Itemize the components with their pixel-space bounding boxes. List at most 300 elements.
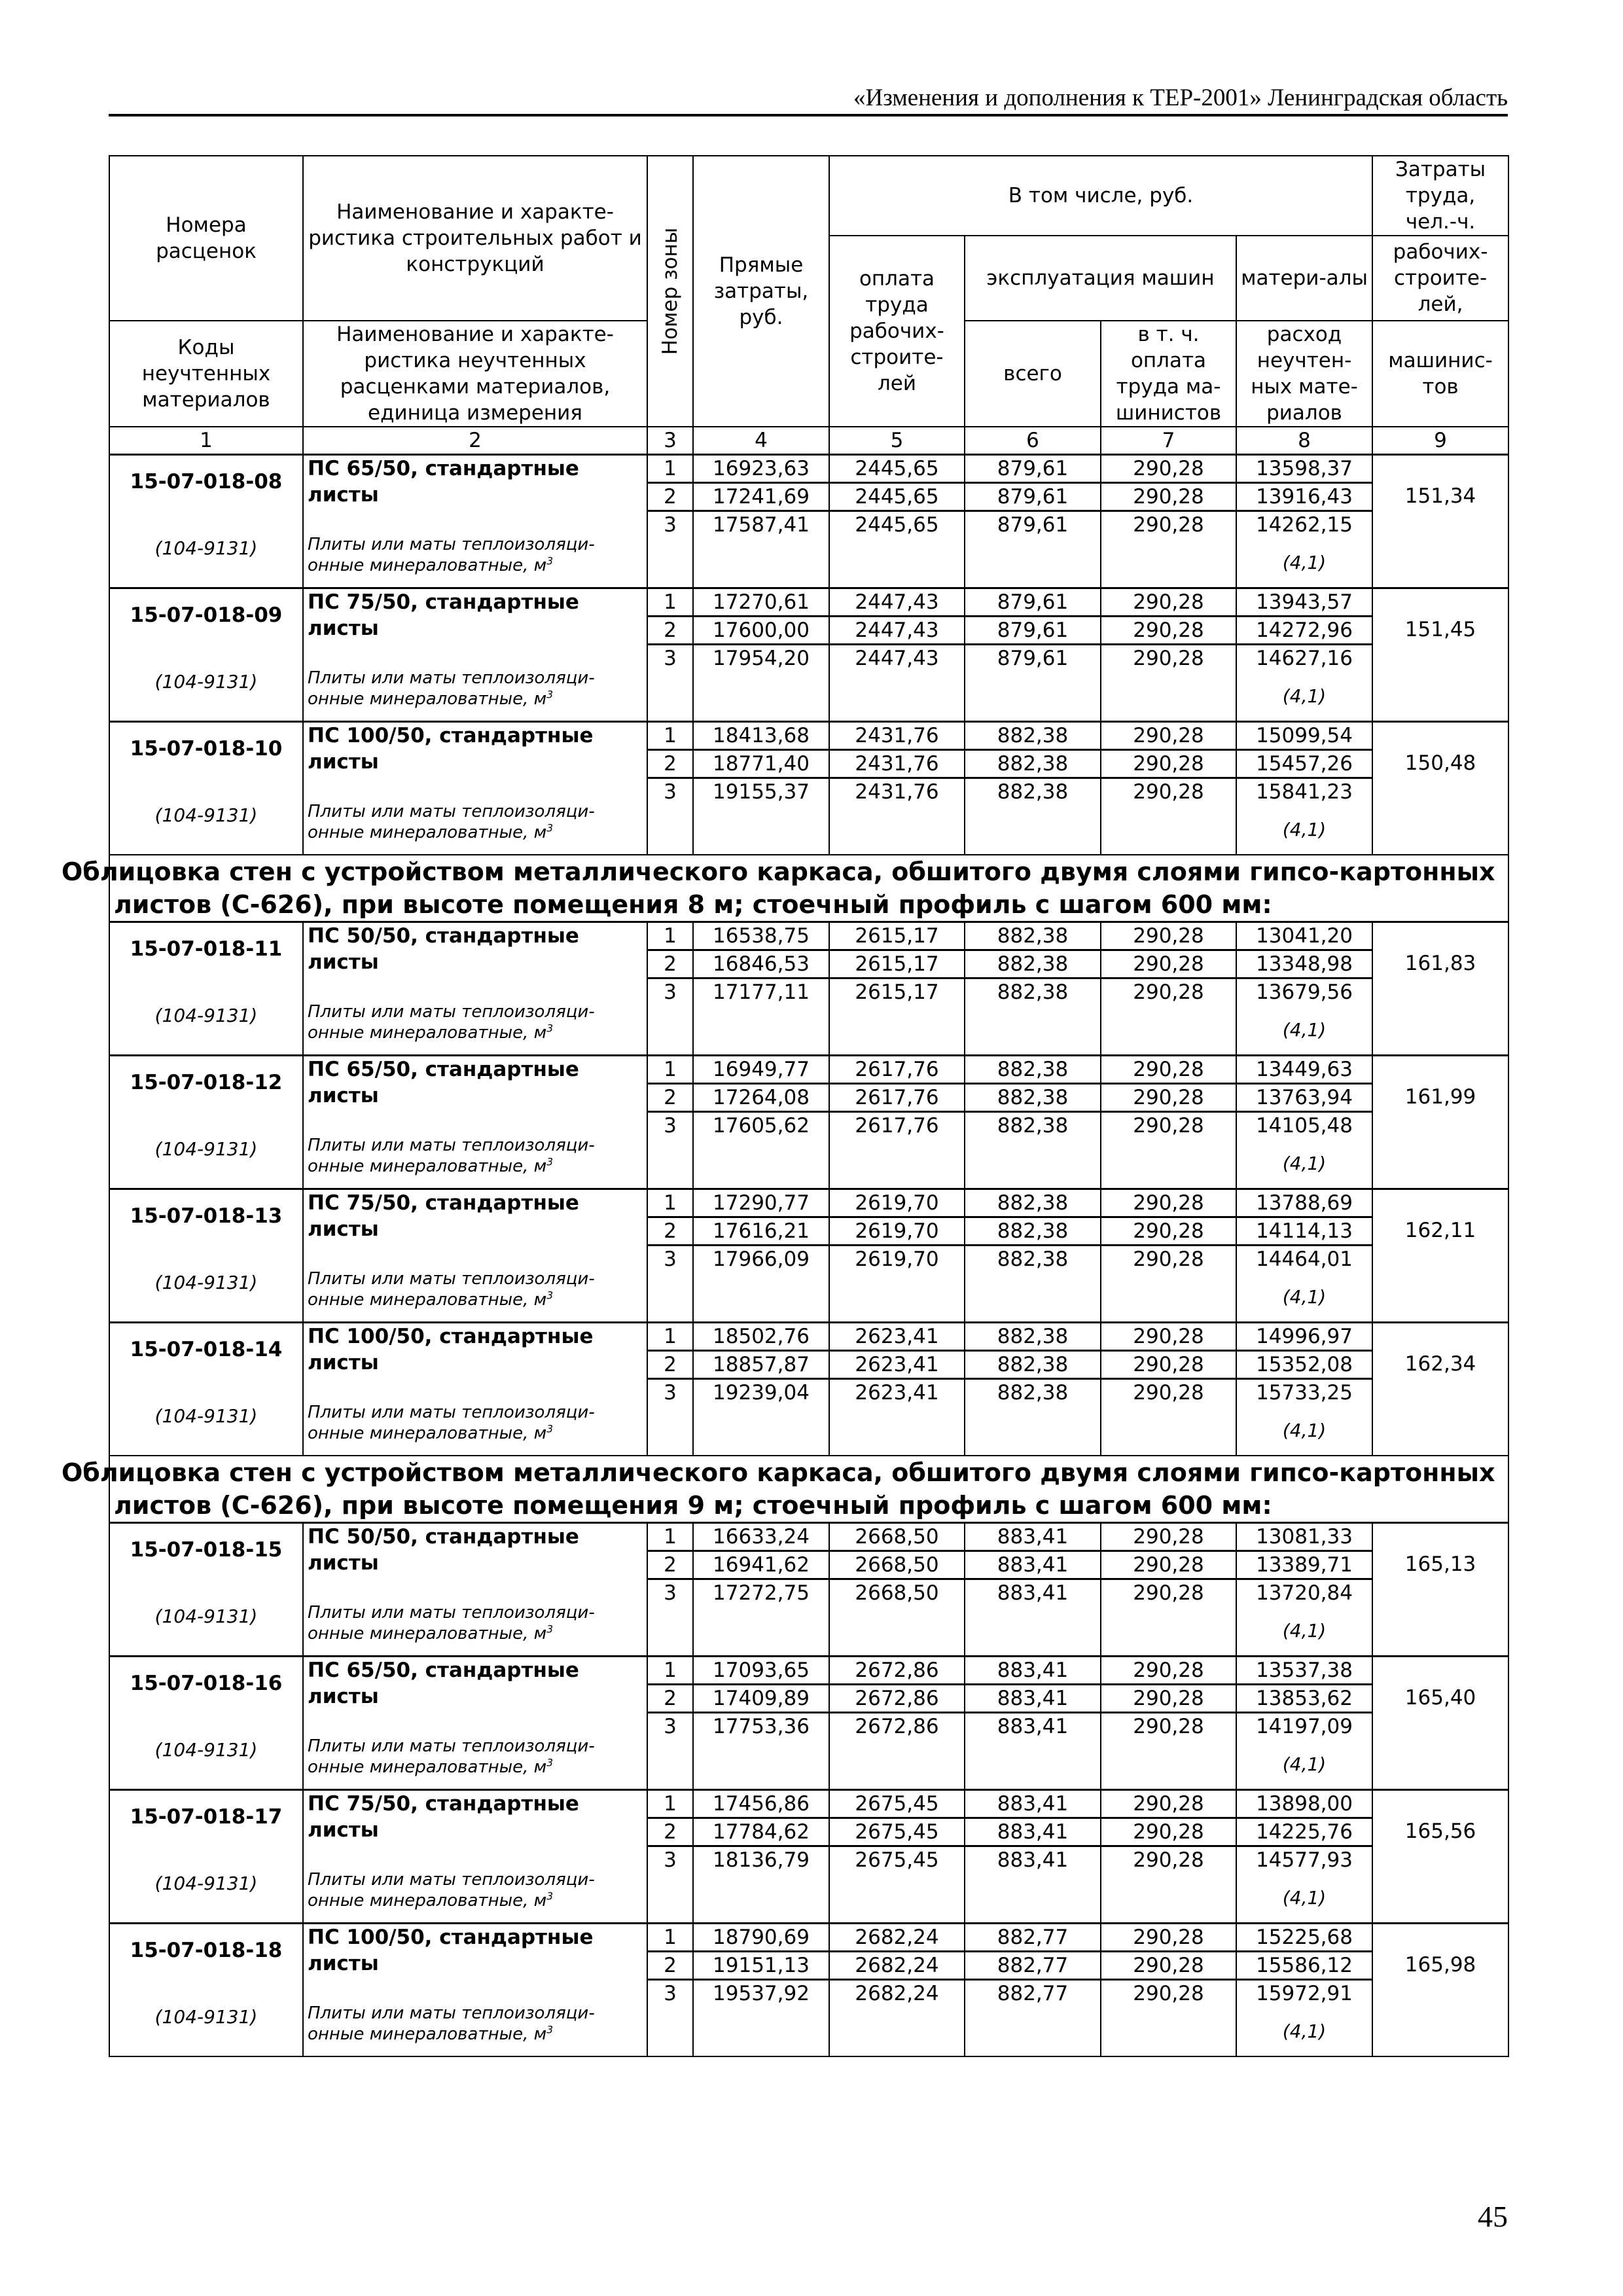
machinist-wages: 290,28 (1101, 455, 1236, 483)
machinist-wages: 290,28 (1101, 1379, 1236, 1456)
materials-cost (1236, 1323, 1372, 1351)
materials-value: 14577,93 (1256, 1848, 1353, 1872)
machinist-wages: 290,28 (1101, 778, 1236, 855)
materials-value: 13916,43 (1256, 485, 1353, 509)
material-code: (104-9131) (154, 671, 258, 692)
materials-value: 13537,38 (1256, 1659, 1353, 1682)
machinist-wages: 290,28 (1101, 1246, 1236, 1323)
materials-cost (1236, 455, 1372, 483)
materials-cost (1236, 1112, 1372, 1189)
unit-superscript: 3 (546, 1156, 554, 1168)
header-machines-total: всего (965, 321, 1101, 427)
materials-cost (1236, 1685, 1372, 1713)
machines-total: 882,38 (965, 1246, 1101, 1323)
machines-total: 882,38 (965, 722, 1101, 750)
machines-total: 879,61 (965, 645, 1101, 722)
zone-number: 3 (647, 1846, 693, 1924)
machines-total: 882,38 (965, 1379, 1101, 1456)
work-name: ПС 100/50, стандартные листы (308, 724, 594, 774)
material-code: (104-9131) (154, 1605, 258, 1627)
section-heading-row (109, 1456, 1508, 1523)
worker-wages: 2431,76 (829, 722, 965, 750)
table-row (109, 722, 1508, 750)
labor-hours: 150,48 (1372, 722, 1508, 855)
machines-total: 882,77 (965, 1924, 1101, 1952)
zone-number-label: Номер зоны (658, 227, 682, 355)
worker-wages: 2445,65 (829, 511, 965, 588)
direct-costs: 16941,62 (693, 1551, 829, 1579)
worker-wages: 2672,86 (829, 1685, 965, 1713)
rate-code: 15-07-018-11 (130, 937, 283, 961)
zone-number: 3 (647, 1713, 693, 1790)
machines-total: 883,41 (965, 1846, 1101, 1924)
column-number: 2 (303, 427, 647, 455)
machinist-wages: 290,28 (1101, 1217, 1236, 1246)
section-heading: Облицовка стен с устройством металлического каркаса, обшитого двумя слоями гипсо-картонных листов (С-626), при высоте помещения 8 м; стоечный профиль с шагом 600 мм: (109, 855, 1508, 922)
work-name-cell (303, 1657, 647, 1790)
materials-cost (1236, 1056, 1372, 1084)
worker-wages: 2623,41 (829, 1379, 965, 1456)
materials-value: 14197,09 (1256, 1715, 1353, 1738)
material-code: (104-9131) (154, 1739, 258, 1761)
material-code: (104-9131) (154, 1138, 258, 1160)
zone-number: 3 (647, 978, 693, 1056)
work-name-cell (303, 722, 647, 855)
worker-wages: 2447,43 (829, 588, 965, 617)
machinist-wages: 290,28 (1101, 1818, 1236, 1846)
rate-code: 15-07-018-09 (130, 603, 283, 627)
machinist-wages: 290,28 (1101, 722, 1236, 750)
machines-total: 882,38 (965, 750, 1101, 778)
unit-superscript: 3 (546, 1423, 554, 1435)
material-quantity: (4,1) (1282, 1887, 1327, 1909)
material-quantity: (4,1) (1282, 1420, 1327, 1441)
header-work-name: Наименование и характе-ристика строительных работ и конструкций (303, 156, 647, 321)
header-direct-costs: Прямые затраты, руб. (693, 156, 829, 427)
machines-total: 882,38 (965, 1189, 1101, 1217)
machinist-wages: 290,28 (1101, 978, 1236, 1056)
material-name-text: Плиты или маты теплоизоляци-онные минераловатные, м (308, 1403, 595, 1443)
table-row (109, 1790, 1508, 1818)
machines-total: 882,38 (965, 1056, 1101, 1084)
header-materials: матери-алы (1236, 236, 1372, 321)
work-name: ПС 75/50, стандартные листы (308, 1191, 579, 1241)
materials-cost (1236, 778, 1372, 855)
worker-wages: 2623,41 (829, 1323, 965, 1351)
machinist-wages: 290,28 (1101, 1189, 1236, 1217)
machines-total: 879,61 (965, 511, 1101, 588)
zone-number: 1 (647, 455, 693, 483)
direct-costs: 18413,68 (693, 722, 829, 750)
worker-wages: 2675,45 (829, 1790, 965, 1818)
materials-value: 14114,13 (1256, 1219, 1353, 1243)
labor-hours: 162,11 (1372, 1189, 1508, 1323)
header-material-consumption: расход неучтен-ных мате-риалов (1236, 321, 1372, 427)
material-code: (104-9131) (154, 804, 258, 826)
materials-value: 14105,48 (1256, 1114, 1353, 1138)
unit-superscript: 3 (546, 689, 554, 701)
materials-value: 14262,15 (1256, 513, 1353, 537)
materials-value: 15841,23 (1256, 780, 1353, 804)
direct-costs: 17600,00 (693, 617, 829, 645)
work-name: ПС 65/50, стандартные листы (308, 457, 579, 507)
unit-superscript: 3 (546, 822, 554, 834)
header-material-codes: Коды неучтенных материалов (109, 321, 303, 427)
machines-total: 879,61 (965, 455, 1101, 483)
materials-value: 14627,16 (1256, 647, 1353, 670)
materials-value: 13943,57 (1256, 590, 1353, 614)
direct-costs: 19239,04 (693, 1379, 829, 1456)
machinist-wages: 290,28 (1101, 1351, 1236, 1379)
work-name-cell (303, 588, 647, 722)
material-quantity: (4,1) (1282, 1153, 1327, 1174)
column-number: 5 (829, 427, 965, 455)
zone-number: 2 (647, 750, 693, 778)
zone-number: 2 (647, 1685, 693, 1713)
material-name-text: Плиты или маты теплоизоляци-онные минераловатные, м (308, 1603, 595, 1643)
rate-code-cell (109, 1056, 303, 1189)
header-material-name: Наименование и характе-ристика неучтенных расценками материалов, единица измерения (303, 321, 647, 427)
materials-cost (1236, 950, 1372, 978)
materials-value: 14464,01 (1256, 1247, 1353, 1271)
work-name: ПС 65/50, стандартные листы (308, 1058, 579, 1107)
worker-wages: 2615,17 (829, 950, 965, 978)
zone-number: 3 (647, 1379, 693, 1456)
material-quantity: (4,1) (1282, 1019, 1327, 1041)
zone-number: 1 (647, 1323, 693, 1351)
work-name-cell (303, 922, 647, 1056)
direct-costs: 19155,37 (693, 778, 829, 855)
worker-wages: 2672,86 (829, 1713, 965, 1790)
direct-costs: 18771,40 (693, 750, 829, 778)
direct-costs: 18502,76 (693, 1323, 829, 1351)
material-name (308, 641, 643, 709)
materials-value: 15457,26 (1256, 752, 1353, 776)
unit-superscript: 3 (546, 1623, 554, 1636)
labor-hours: 165,13 (1372, 1523, 1508, 1657)
header-labor-workers: рабочих-строите-лей, (1372, 236, 1508, 321)
materials-cost (1236, 1217, 1372, 1246)
machines-total: 882,38 (965, 778, 1101, 855)
materials-value: 13679,56 (1256, 980, 1353, 1004)
worker-wages: 2617,76 (829, 1084, 965, 1112)
materials-cost (1236, 1790, 1372, 1818)
work-name-cell (303, 1523, 647, 1657)
machinist-wages: 290,28 (1101, 1685, 1236, 1713)
material-name-text: Плиты или маты теплоизоляци-онные минераловатные, м (308, 1736, 595, 1777)
materials-value: 15352,08 (1256, 1353, 1353, 1376)
worker-wages: 2668,50 (829, 1579, 965, 1657)
labor-hours: 161,83 (1372, 922, 1508, 1056)
machinist-wages: 290,28 (1101, 950, 1236, 978)
materials-cost (1236, 1924, 1372, 1952)
zone-number: 3 (647, 1246, 693, 1323)
materials-value: 13898,00 (1256, 1792, 1353, 1816)
rate-code: 15-07-018-08 (130, 470, 283, 493)
direct-costs: 16923,63 (693, 455, 829, 483)
work-name: ПС 50/50, стандартные листы (308, 1525, 579, 1575)
rate-code-cell (109, 922, 303, 1056)
direct-costs: 17966,09 (693, 1246, 829, 1323)
direct-costs: 17264,08 (693, 1084, 829, 1112)
header-worker-wages: оплата труда рабочих-строите-лей (829, 236, 965, 427)
machinist-wages: 290,28 (1101, 1846, 1236, 1924)
direct-costs: 17177,11 (693, 978, 829, 1056)
worker-wages: 2619,70 (829, 1217, 965, 1246)
header-labor-costs: Затраты труда, чел.-ч. (1372, 156, 1508, 236)
materials-cost (1236, 1551, 1372, 1579)
materials-cost (1236, 1084, 1372, 1112)
zone-number: 1 (647, 1924, 693, 1952)
direct-costs: 17605,62 (693, 1112, 829, 1189)
header-including: В том числе, руб. (829, 156, 1372, 236)
materials-value: 13389,71 (1256, 1553, 1353, 1577)
zone-number: 2 (647, 1351, 693, 1379)
unit-superscript: 3 (546, 1289, 554, 1302)
machinist-wages: 290,28 (1101, 483, 1236, 511)
direct-costs: 17270,61 (693, 588, 829, 617)
machinist-wages: 290,28 (1101, 922, 1236, 950)
zone-number: 1 (647, 922, 693, 950)
materials-value: 14996,97 (1256, 1325, 1353, 1348)
labor-hours: 165,56 (1372, 1790, 1508, 1924)
header-machine-operation: эксплуатация машин (965, 236, 1236, 321)
work-name-cell (303, 1056, 647, 1189)
machines-total: 883,41 (965, 1713, 1101, 1790)
materials-cost (1236, 1713, 1372, 1790)
worker-wages: 2675,45 (829, 1818, 965, 1846)
rate-code-cell (109, 1657, 303, 1790)
materials-cost (1236, 750, 1372, 778)
rate-code-cell (109, 1523, 303, 1657)
materials-cost (1236, 617, 1372, 645)
direct-costs: 19537,92 (693, 1980, 829, 2057)
zone-number: 2 (647, 1217, 693, 1246)
zone-number: 2 (647, 1952, 693, 1980)
rate-code-cell (109, 1790, 303, 1924)
machinist-wages: 290,28 (1101, 588, 1236, 617)
machinist-wages: 290,28 (1101, 645, 1236, 722)
zone-number: 2 (647, 1084, 693, 1112)
machines-total: 883,41 (965, 1818, 1101, 1846)
material-quantity: (4,1) (1282, 685, 1327, 707)
material-name-text: Плиты или маты теплоизоляци-онные минераловатные, м (308, 1136, 595, 1176)
rate-code-cell (109, 1189, 303, 1323)
material-name-text: Плиты или маты теплоизоляци-онные минераловатные, м (308, 802, 595, 842)
zone-number: 1 (647, 1790, 693, 1818)
material-name (308, 775, 643, 843)
table-row (109, 1657, 1508, 1685)
material-name-text: Плиты или маты теплоизоляци-онные минераловатные, м (308, 1870, 595, 1910)
section-heading: Облицовка стен с устройством металлического каркаса, обшитого двумя слоями гипсо-картонных листов (С-626), при высоте помещения 9 м; стоечный профиль с шагом 600 мм: (109, 1456, 1508, 1523)
rate-code: 15-07-018-16 (130, 1672, 283, 1695)
zone-number: 1 (647, 588, 693, 617)
material-code: (104-9131) (154, 1272, 258, 1293)
zone-number: 1 (647, 1523, 693, 1551)
work-name-cell (303, 455, 647, 588)
labor-hours: 165,40 (1372, 1657, 1508, 1790)
machinist-wages: 290,28 (1101, 511, 1236, 588)
materials-cost (1236, 1818, 1372, 1846)
zone-number: 3 (647, 1112, 693, 1189)
direct-costs: 17093,65 (693, 1657, 829, 1685)
material-name-text: Плиты или маты теплоизоляци-онные минераловатные, м (308, 1269, 595, 1310)
worker-wages: 2623,41 (829, 1351, 965, 1379)
table-row (109, 1189, 1508, 1217)
materials-value: 15972,91 (1256, 1982, 1353, 2005)
rates-table (62, 155, 1509, 2057)
header-labor-machinists: машинис-тов (1372, 321, 1508, 427)
material-name-text: Плиты или маты теплоизоляци-онные минераловатные, м (308, 2003, 595, 2044)
machinist-wages: 290,28 (1101, 750, 1236, 778)
machinist-wages: 290,28 (1101, 1323, 1236, 1351)
zone-number: 3 (647, 511, 693, 588)
materials-value: 13788,69 (1256, 1191, 1353, 1215)
machines-total: 882,38 (965, 1084, 1101, 1112)
material-name (308, 975, 643, 1043)
running-header: «Изменения и дополнения к ТЕР-2001» Ленинградская область (853, 84, 1508, 111)
machines-total: 883,41 (965, 1685, 1101, 1713)
direct-costs: 18857,87 (693, 1351, 829, 1379)
materials-value: 15225,68 (1256, 1926, 1353, 1949)
column-number: 4 (693, 427, 829, 455)
direct-costs: 17241,69 (693, 483, 829, 511)
machinist-wages: 290,28 (1101, 1980, 1236, 2057)
direct-costs: 16846,53 (693, 950, 829, 978)
direct-costs: 17753,36 (693, 1713, 829, 1790)
machines-total: 882,38 (965, 1323, 1101, 1351)
direct-costs: 18790,69 (693, 1924, 829, 1952)
column-number: 8 (1236, 427, 1372, 455)
direct-costs: 19151,13 (693, 1952, 829, 1980)
section-heading-row (109, 855, 1508, 922)
materials-cost (1236, 645, 1372, 722)
material-quantity: (4,1) (1282, 1753, 1327, 1775)
rate-code: 15-07-018-10 (130, 737, 283, 761)
materials-cost (1236, 978, 1372, 1056)
table-row (109, 588, 1508, 617)
rate-code: 15-07-018-18 (130, 1939, 283, 1962)
table-row (109, 1924, 1508, 1952)
materials-value: 14272,96 (1256, 619, 1353, 642)
material-quantity: (4,1) (1282, 819, 1327, 840)
machines-total: 879,61 (965, 588, 1101, 617)
machines-total: 883,41 (965, 1523, 1101, 1551)
table-row (109, 1056, 1508, 1084)
direct-costs: 18136,79 (693, 1846, 829, 1924)
materials-value: 13720,84 (1256, 1581, 1353, 1605)
material-name (308, 1843, 643, 1911)
rate-code-cell (109, 1924, 303, 2057)
materials-value: 13853,62 (1256, 1687, 1353, 1710)
materials-value: 13081,33 (1256, 1525, 1353, 1549)
machines-total: 882,38 (965, 978, 1101, 1056)
unit-superscript: 3 (546, 2024, 554, 2036)
machines-total: 882,38 (965, 922, 1101, 950)
rate-code-cell (109, 1323, 303, 1456)
machines-total: 883,41 (965, 1579, 1101, 1657)
materials-cost (1236, 1379, 1372, 1456)
work-name: ПС 100/50, стандартные листы (308, 1325, 594, 1374)
materials-value: 13598,37 (1256, 457, 1353, 480)
work-name: ПС 50/50, стандартные листы (308, 924, 579, 974)
zone-number: 2 (647, 1818, 693, 1846)
rate-code: 15-07-018-13 (130, 1204, 283, 1228)
material-quantity: (4,1) (1282, 552, 1327, 573)
machines-total: 879,61 (965, 617, 1101, 645)
machines-total: 879,61 (965, 483, 1101, 511)
worker-wages: 2682,24 (829, 1952, 965, 1980)
work-name-cell (303, 1924, 647, 2057)
table-row (109, 455, 1508, 483)
zone-number: 2 (647, 950, 693, 978)
rate-code: 15-07-018-17 (130, 1805, 283, 1829)
material-name-text: Плиты или маты теплоизоляци-онные минераловатные, м (308, 668, 595, 709)
zone-number: 1 (647, 722, 693, 750)
work-name-cell (303, 1189, 647, 1323)
material-code: (104-9131) (154, 537, 258, 559)
materials-value: 15099,54 (1256, 724, 1353, 747)
material-code: (104-9131) (154, 1873, 258, 1894)
worker-wages: 2619,70 (829, 1189, 965, 1217)
rate-code: 15-07-018-15 (130, 1538, 283, 1562)
worker-wages: 2431,76 (829, 750, 965, 778)
material-quantity: (4,1) (1282, 1620, 1327, 1641)
column-number: 3 (647, 427, 693, 455)
worker-wages: 2615,17 (829, 922, 965, 950)
header-rate-numbers: Номера расценок (109, 156, 303, 321)
unit-superscript: 3 (546, 1890, 554, 1903)
machinist-wages: 290,28 (1101, 1924, 1236, 1952)
worker-wages: 2682,24 (829, 1980, 965, 2057)
worker-wages: 2682,24 (829, 1924, 965, 1952)
zone-number: 3 (647, 1980, 693, 2057)
machinist-wages: 290,28 (1101, 617, 1236, 645)
machines-total: 883,41 (965, 1551, 1101, 1579)
direct-costs: 17456,86 (693, 1790, 829, 1818)
machinist-wages: 290,28 (1101, 1657, 1236, 1685)
rate-code: 15-07-018-14 (130, 1338, 283, 1361)
materials-cost (1236, 1846, 1372, 1924)
page-number: 45 (1478, 2200, 1508, 2233)
materials-cost (1236, 511, 1372, 588)
work-name: ПС 65/50, стандартные листы (308, 1659, 579, 1708)
direct-costs: 17587,41 (693, 511, 829, 588)
rate-code-cell (109, 455, 303, 588)
worker-wages: 2447,43 (829, 645, 965, 722)
materials-value: 13449,63 (1256, 1058, 1353, 1081)
direct-costs: 17954,20 (693, 645, 829, 722)
table-body (62, 455, 1508, 2057)
machines-total: 883,41 (965, 1790, 1101, 1818)
material-name (308, 1576, 643, 1644)
machines-total: 882,77 (965, 1952, 1101, 1980)
column-number: 7 (1101, 427, 1236, 455)
material-name (308, 1710, 643, 1778)
worker-wages: 2615,17 (829, 978, 965, 1056)
materials-cost (1236, 1657, 1372, 1685)
zone-number: 3 (647, 645, 693, 722)
labor-hours: 165,98 (1372, 1924, 1508, 2057)
zone-number: 1 (647, 1056, 693, 1084)
machinist-wages: 290,28 (1101, 1112, 1236, 1189)
machines-total: 882,38 (965, 1217, 1101, 1246)
material-name-text: Плиты или маты теплоизоляци-онные минераловатные, м (308, 1002, 595, 1043)
machinist-wages: 290,28 (1101, 1713, 1236, 1790)
machinist-wages: 290,28 (1101, 1790, 1236, 1818)
labor-hours: 161,99 (1372, 1056, 1508, 1189)
column-numbers-row (109, 427, 1508, 455)
